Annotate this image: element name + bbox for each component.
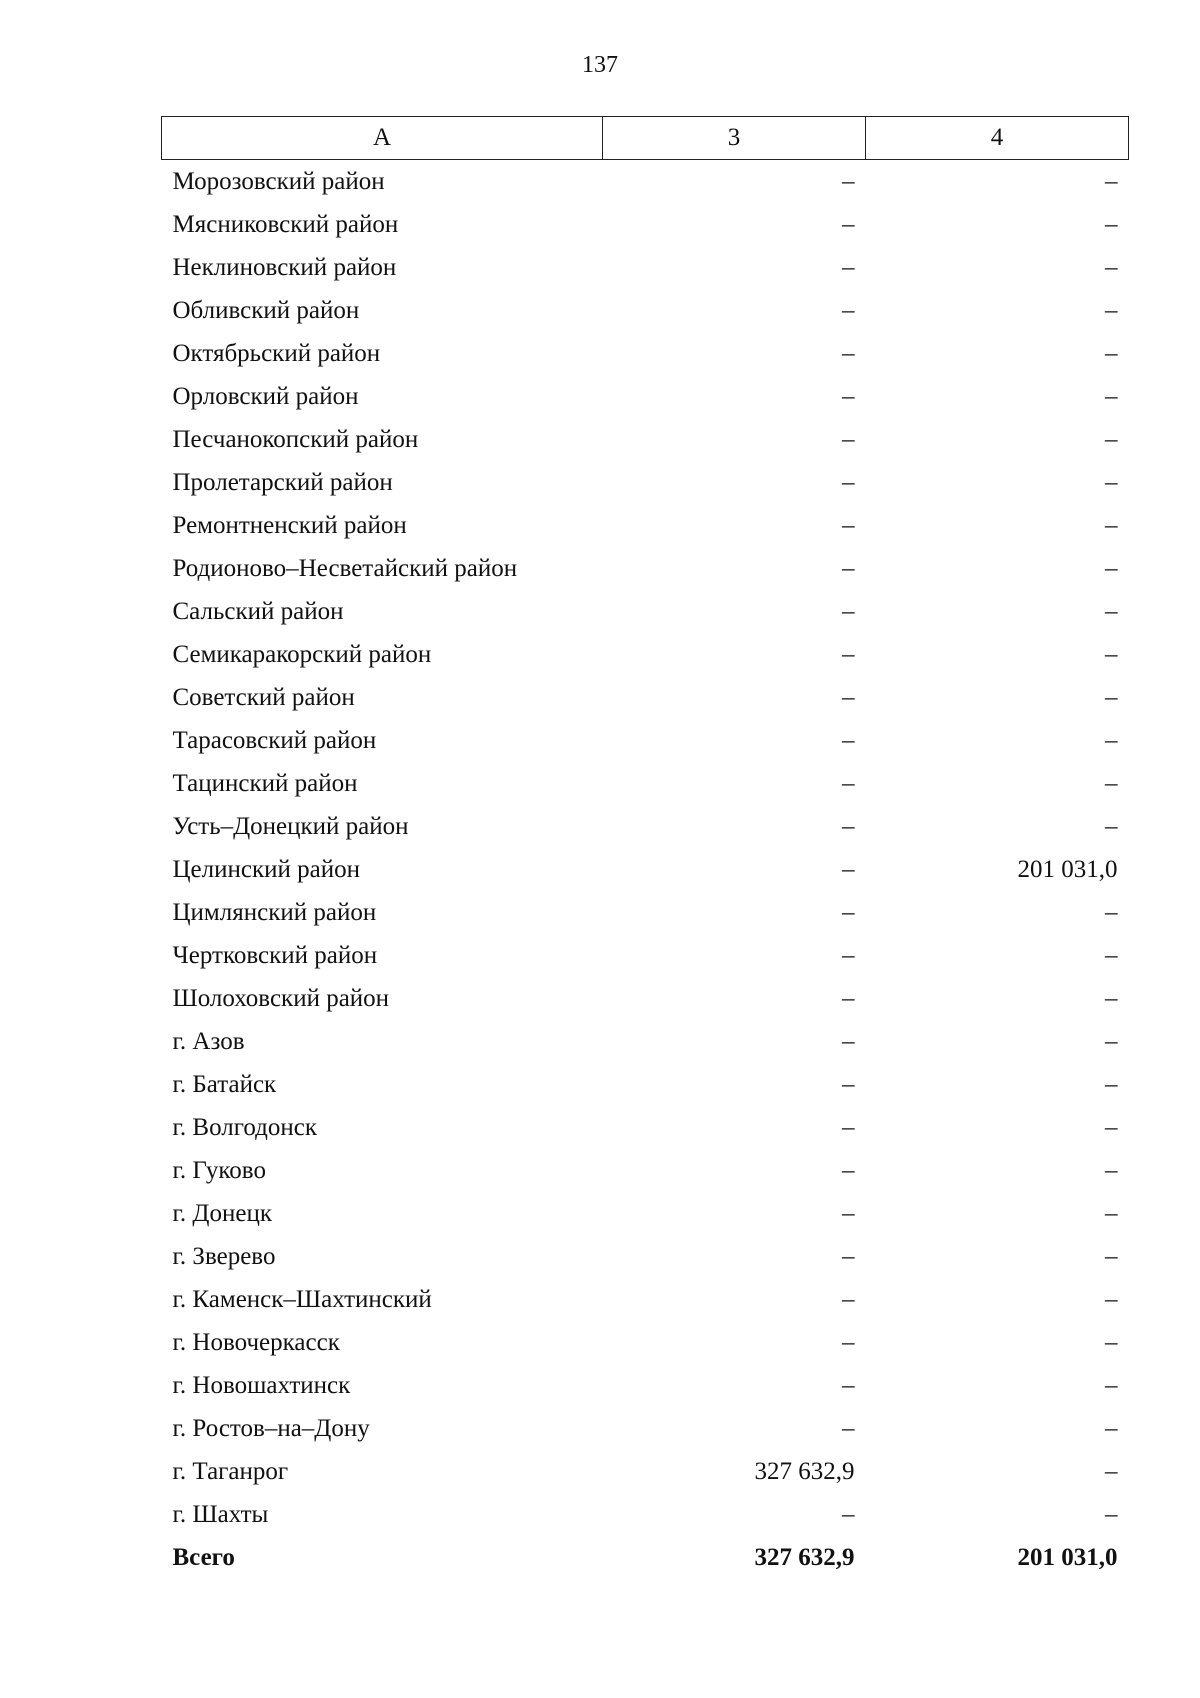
row-value-col-3: – [842,684,855,711]
row-value-col-4: – [1105,426,1118,453]
row-label: г. Новошахтинск [172,1372,351,1399]
row-label: Тацинский район [172,770,358,797]
row-value-col-3: – [842,211,855,238]
table-row [162,1493,1129,1536]
row-value-col-4: – [1105,512,1118,539]
table-row [162,375,1129,418]
table-row [162,762,1129,805]
table-row [162,977,1129,1020]
row-label: Усть–Донецкий район [172,813,409,840]
row-label: г. Шахты [172,1501,269,1528]
row-value-col-4: – [1105,1372,1118,1399]
table-row [162,461,1129,504]
total-row [162,1536,1129,1579]
row-label: г. Азов [172,1028,245,1055]
table-row [162,1063,1129,1106]
row-value-col-4: – [1105,770,1118,797]
header-row [162,117,1129,160]
row-value-col-4: – [1105,1286,1118,1313]
table-row [162,1235,1129,1278]
table-row [162,676,1129,719]
data-table [161,116,1129,1579]
row-value-col-3: – [842,426,855,453]
table-row [162,805,1129,848]
row-label: Шолоховский район [172,985,390,1012]
row-label: Сальский район [172,598,344,625]
table-row [162,1450,1129,1493]
row-value-col-4: – [1105,1200,1118,1227]
table-row [162,719,1129,762]
row-value-col-3: – [842,254,855,281]
row-value-col-4: – [1105,813,1118,840]
row-label: Орловский район [172,383,359,410]
row-label: Советский район [172,684,355,711]
table-row [162,418,1129,461]
row-value-col-4: – [1105,899,1118,926]
row-value-col-4: – [1105,1071,1118,1098]
total-value-col-4: 201 031,0 [1017,1544,1118,1571]
row-label: Пролетарский район [172,469,393,496]
row-value-col-3: – [842,1243,855,1270]
row-value-col-3: – [842,1286,855,1313]
row-value-col-4: – [1105,1114,1118,1141]
table-row [162,1020,1129,1063]
row-value-col-4: – [1105,985,1118,1012]
table-row [162,590,1129,633]
table-row [162,848,1129,891]
row-value-col-3: – [842,1415,855,1442]
row-value-col-3: – [842,168,855,195]
row-value-col-4: – [1105,254,1118,281]
row-value-col-3: – [842,1501,855,1528]
row-value-col-4: – [1105,1415,1118,1442]
table-row [162,1106,1129,1149]
row-value-col-3: – [842,1114,855,1141]
table-row [162,547,1129,590]
row-label: Цимлянский район [172,899,377,926]
row-value-col-4: – [1105,168,1118,195]
row-value-col-4: – [1105,641,1118,668]
row-label: г. Гуково [172,1157,266,1184]
total-label: Всего [172,1544,235,1571]
row-value-col-4: – [1105,727,1118,754]
row-label: г. Новочеркасск [172,1329,340,1356]
row-value-col-4: – [1105,1501,1118,1528]
page-number: 137 [582,52,618,78]
row-value-col-4: – [1105,1157,1118,1184]
row-label: г. Зверево [172,1243,276,1270]
row-label: г. Батайск [172,1071,277,1098]
row-label: Мясниковский район [172,211,399,238]
row-label: Чертковский район [172,942,378,969]
table-row [162,934,1129,977]
row-value-col-3: – [842,340,855,367]
row-value-col-4: – [1105,598,1118,625]
table-row [162,246,1129,289]
row-label: г. Каменск–Шахтинский [172,1286,432,1313]
table-row [162,1192,1129,1235]
row-value-col-4: – [1105,1329,1118,1356]
row-value-col-3: – [842,727,855,754]
row-value-col-3: – [842,985,855,1012]
row-label: Неклиновский район [172,254,397,281]
row-value-col-4: – [1105,211,1118,238]
table-body [162,160,1129,1580]
row-value-col-3: – [842,899,855,926]
row-value-col-3: – [842,598,855,625]
table-row [162,891,1129,934]
row-label: Морозовский район [172,168,385,195]
total-value-col-3: 327 632,9 [754,1544,855,1571]
table-row [162,289,1129,332]
table-row [162,1407,1129,1450]
table-row [162,633,1129,676]
table-row [162,1149,1129,1192]
header-cell-name: А [162,117,603,160]
row-label: Песчанокопский район [172,426,419,453]
row-label: г. Донецк [172,1200,272,1227]
row-value-col-3: – [842,297,855,324]
row-value-col-4: – [1105,555,1118,582]
row-value-col-3: – [842,1372,855,1399]
table-row [162,1278,1129,1321]
row-value-col-3: – [842,512,855,539]
table-header [162,117,1129,160]
table-row [162,332,1129,375]
table-row [162,1321,1129,1364]
row-value-col-4: – [1105,942,1118,969]
table-row [162,160,1129,204]
row-value-col-4: 201 031,0 [1017,856,1118,883]
row-value-col-3: – [842,641,855,668]
row-value-col-4: – [1105,297,1118,324]
row-label: Обливский район [172,297,360,324]
row-label: г. Таганрог [172,1458,289,1485]
table-row [162,504,1129,547]
row-value-col-3: – [842,813,855,840]
table-row [162,1364,1129,1407]
row-value-col-3: – [842,555,855,582]
row-value-col-3: – [842,1200,855,1227]
row-value-col-3: – [842,1329,855,1356]
row-label: г. Волгодонск [172,1114,318,1141]
row-value-col-4: – [1105,1458,1118,1485]
header-cell-col-4: 4 [866,117,1129,160]
row-value-col-3: – [842,1071,855,1098]
row-value-col-3: – [842,469,855,496]
row-value-col-3: – [842,942,855,969]
row-value-col-3: – [842,1157,855,1184]
row-value-col-3: – [842,856,855,883]
row-label: Октябрьский район [172,340,381,367]
row-label: г. Ростов–на–Дону [172,1415,370,1442]
row-label: Семикаракорский район [172,641,432,668]
row-label: Родионово–Несветайский район [172,555,518,582]
row-value-col-4: – [1105,684,1118,711]
row-value-col-3: – [842,770,855,797]
row-value-col-4: – [1105,469,1118,496]
row-value-col-4: – [1105,1028,1118,1055]
row-value-col-4: – [1105,1243,1118,1270]
row-value-col-3: – [842,1028,855,1055]
row-value-col-4: – [1105,340,1118,367]
row-value-col-3: – [842,383,855,410]
row-label: Ремонтненский район [172,512,407,539]
row-label: Тарасовский район [172,727,377,754]
row-value-col-4: – [1105,383,1118,410]
row-label: Целинский район [172,856,360,883]
row-value-col-3: 327 632,9 [754,1458,855,1485]
header-cell-col-3: 3 [603,117,866,160]
table-row [162,203,1129,246]
